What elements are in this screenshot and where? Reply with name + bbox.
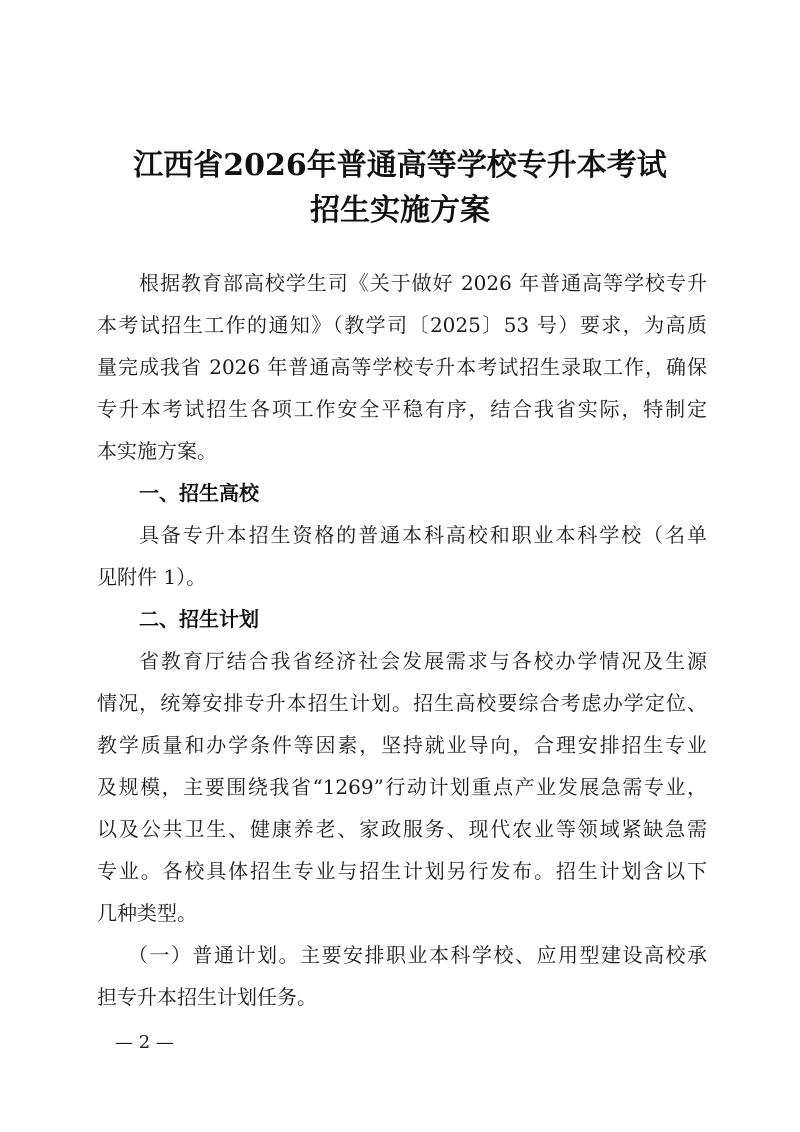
paragraph-line: 具备专升本招生资格的普通本科高校和职业本科学校（名单 (139, 523, 707, 547)
document-title-line-2: 招生实施方案 (310, 193, 490, 228)
paragraph-line: 本考试招生工作的通知》（教学司〔2025〕53 号）要求，为高质 (97, 313, 707, 337)
paragraph-line: 情况，统筹安排专升本招生计划。招生高校要综合考虑办学定位、 (97, 691, 707, 715)
document-title-line-1: 江西省2026年普通高等学校专升本考试 (133, 148, 667, 183)
paragraph-line: 本实施方案。 (97, 439, 217, 463)
paragraph-line: 及规模，主要围绕我省“1269”行动计划重点产业发展急需专业， (97, 775, 707, 799)
paragraph-line: 担专升本招生计划任务。 (97, 985, 317, 1009)
paragraph-line: （一）普通计划。主要安排职业本科学校、应用型建设高校承 (128, 943, 707, 967)
paragraph-line: 几种类型。 (97, 901, 197, 925)
paragraph-line: 量完成我省 2026 年普通高等学校专升本考试招生录取工作，确保 (97, 355, 707, 379)
section-heading-1: 一、招生高校 (139, 481, 259, 505)
paragraph-line: 专升本考试招生各项工作安全平稳有序，结合我省实际，特制定 (97, 397, 707, 421)
paragraph-line: 省教育厅结合我省经济社会发展需求与各校办学情况及生源 (139, 649, 707, 673)
paragraph-line: 见附件 1）。 (97, 565, 207, 589)
paragraph-line: 以及公共卫生、健康养老、家政服务、现代农业等领域紧缺急需 (97, 817, 707, 841)
paragraph-line: 教学质量和办学条件等因素，坚持就业导向，合理安排招生专业 (97, 733, 707, 757)
paragraph-line: 专业。各校具体招生专业与招生计划另行发布。招生计划含以下 (97, 859, 707, 883)
paragraph-line: 根据教育部高校学生司《关于做好 2026 年普通高等学校专升 (139, 271, 707, 295)
page-number: — 2 — (115, 1032, 174, 1053)
section-heading-2: 二、招生计划 (139, 607, 259, 631)
